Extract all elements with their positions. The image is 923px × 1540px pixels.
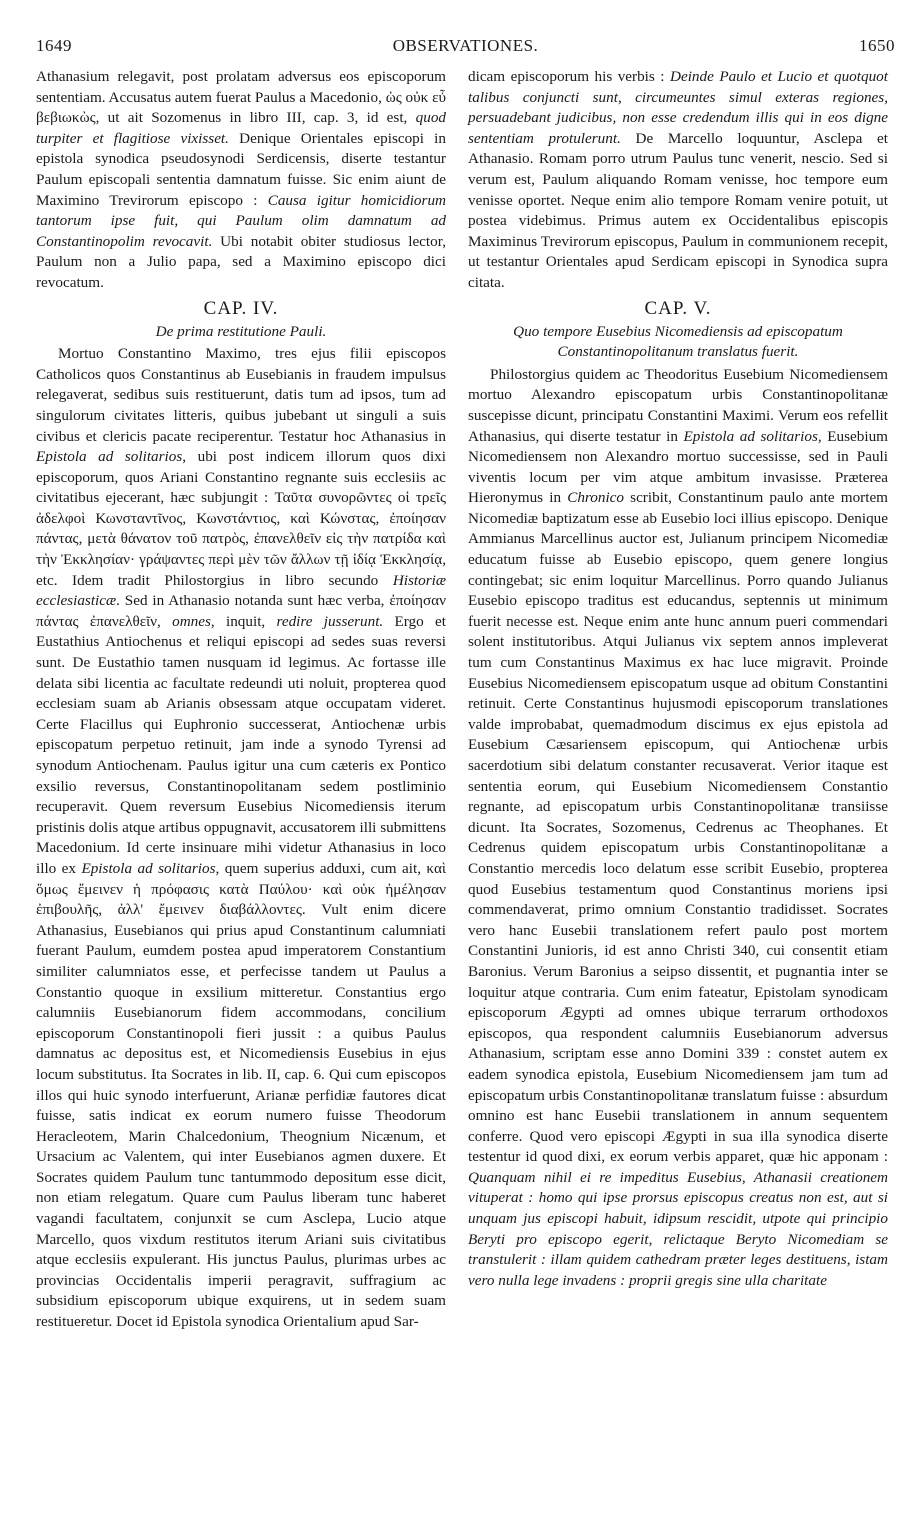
- text-run: . Sed in Athanasio notanda sunt hæc verba, ἐποίησαν πάντας ἐπανελθεῖν,: [36, 592, 446, 630]
- text-run: , inquit,: [210, 612, 277, 630]
- paragraph: [468, 365, 888, 1292]
- text-run: scribit, Constantinum paulo ante mortem Nicomediæ baptizatum esse ab Eusebio loci illius episcopo. Denique Ammianus Marcellinus auctor est, Julianum principem Nicomediæ educatum fuisse ab Eusebio episcopo, quem genere longius contingebat; sic enim loquitur Marcellinus. Porro quando Julianus Eusebio episcopo traditus est educandus, septennis ut minimum fuerit necesse est. Neque enim ante hunc annum pueri commendari solent institutoribus. Atqui Julianus vix septem annos impleverat tum cum Constantinus Maximus ex hac luce migravit. Proinde Eusebius Nicomediensem episcopatum usque ad obitum Constantini retinuit. Certe Constantinus hujusmodi episcoporum translationes valde improbabat, quemadmodum discimus ex ejus epistola ad Eusebium Cæsariensem episcopum, qui Antiochenæ urbis sacerdotium sibi delatum constanter recusaverat. Verior itaque est sententia eorum, qui Eusebium Nicomediensem Constantio regnante, ad episcopatum urbis Constantinopolitanæ transiisse dicunt. Ita Socrates, Sozomenus, Cedrenus ac Theophanes. Et Cedrenus quidem episcopatum urbis Constantinopolitanæ a Constantio mercedis loco delatum esse scribit Eusebio, propterea quod Eusebius testamentum quod Constantinus moriens ipsi commendaverat, primo omnium Constantio tradidisset. Socrates vero hanc Eusebii translationem refert paulo post mortem Constantini Junioris, id est anno Christi 340, cui consentit etiam Baronius. Verum Baronius a seipso dissentit, et pugnantia inter se loquitur atque contraria. Cum enim fateatur, Epistolam synodicam episcoporum Ægypti ad omnes ubique terrarum orthodoxos episcopos, qua respondent calumniis Eusebianorum adversus Athanasium, scriptam esse anno Domini 339 : constet autem ex eadem synodica epistola, Eusebium Nicomediensem jam tum ad episcopatum urbis Constantinopolitanæ translatum fuisse : absurdum omnino est hanc Eusebii translationem in annum sequentem conferre. Quod vero episcopi Ægypti in sua illa synodica diserte testentur id quod dixi, ex eorum verbis apparet, quæ hic apponam :: [468, 489, 888, 1166]
- text-run: Denique Orientales episcopi in epistola synodica pseudosynodi Serdicensis, diserte testantur Paulum episcopali sententia damnatum fuisse. Sic enim aiunt de Maximino Trevirorum episcopo :: [36, 129, 446, 209]
- italic-run: Historiæ ecclesiasticæ: [36, 571, 446, 610]
- italic-run: Deinde Paulo et Lucio et quotquot talibus conjuncti sunt, circumeuntes simul exteras regiones, persuadebant judicibus, non esse credendum illis qui in eos digne sententiam protulerunt.: [468, 68, 888, 147]
- italic-run: Chronico: [567, 489, 625, 507]
- italic-run: Quanquam nihil ei re impeditus Eusebius, Athanasii creationem vituperat : homo qui ipse prorsus episcopus creatus non est, aut si unquam jus episcopi habuit, idipsum rescidit, utpote qui principio Beryti pro episcopo egerit, relictaque Beryto Nicomediam se transtulerit : illam quidem cathedram præter leges destituens, istam vero nulla lege invadens : proprii gregis sine ulla charitate: [468, 1168, 888, 1289]
- running-title: OBSERVATIONES.: [392, 36, 539, 55]
- text-run: Mortuo Constantino Maximo, tres ejus filii episcopos Catholicos quos Constantinus ab Eusebianis in fraudem impulsus relegaverat, sedibus suis restituerunt, datis tum ad ipsos, tum ad singulorum civitates litteris, quibus jubebant ut singuli a suis civibus et clericis pacate reciperentur. Testatur hoc Athanasius in: [36, 345, 446, 445]
- text-run: , quem superius adduxi, cum ait, καὶ ὅμως ἔμεινεν ἡ πρόφασις κατὰ Παύλου· καὶ οὐκ ἠμέλησαν ἐπιβουλῆς, ἀλλ' ἔμεινεν διαβάλλοντες. Vult enim dicere Athanasius, Eusebianos qui prius apud Constantinum calumniati fuerant Paulum, eumdem postea apud imperatorem Constantium similiter calumniatos esse, et perfecisse tandem ut Paulus a Constantio quoque in exsilium mitteretur. Constantius ergo calumniis Eusebianorum fidem accommodans, concilium episcoporum Constantinopoli fieri jussit : a quibus Paulus damnatus ac depositus est, et Nicomediensis Eusebius in ejus locum substitutus. Ita Socrates in lib. II, cap. 6. Qui cum episcopos illos qui huic synodo interfuerunt, Arianæ perfidiæ fautores dicat fuisse, satis indicat ex eorum numero fuisse Theodorum Heracleotem, Marin Chalcedonium, Theognium Nicænum, et Ursacium ac Valentem, qui inter Eusebianos agmen duxere. Et Socrates quidem Paulum tunc tantummodo depositum esse dicit, non etiam relegatum. Quare cum Paulus liberam tunc haberet vagandi facultatem, conjunxit se cum Asclepa, Lucio atque Marcello, quos vixdum restitutos iterum Ariani suis civitatibus atque ecclesiis expulerant. His junctus Paulus, plurimas urbes ac provincias Occidentalis imperii peragravit, suffragium ac subsidium episcoporum ubique exquirens, ut in sedem suam restitueretur. Docet id Epistola synodica Orientalium apud Sar-: [36, 859, 446, 1331]
- text-run: , ubi post indicem illorum quos dixi episcoporum, quos Ariani Constantino regnante suis ecclesiis ac civitatibus ejecerant, hæc subjungit : Ταῦτα συνορῶντες οἱ τρεῖς ἀδελφοὶ Κωνσταντῖνος, Κωνστάντιος, καὶ Κώνστας, ἐποίησαν πάντας, μετὰ θάνατον τοῦ πατρὸς, ἐπανελθεῖν εἰς τὴν πατρίδα καὶ τὴν Ἐκκλησίαν· γράψαντες περὶ μὲν τῶν ἄλλων τῇ ἰδίᾳ Ἐκκλησίᾳ, etc. Idem tradit Philostorgius in libro secundo: [36, 448, 446, 589]
- italic-run: Epistola ad solitarios: [81, 859, 216, 877]
- paragraph: [36, 344, 446, 1333]
- text-run: , Eusebium Nicomediensem non Alexandro mortuo successisse, sed in Pauli viventis locum per vim atque ambitum invasisse. Præterea Hieronymus in: [468, 427, 888, 507]
- paragraph: [468, 67, 888, 294]
- running-header: [36, 36, 895, 58]
- text-run: De Marcello loquuntur, Asclepa et Athanasio. Romam porro utrum Paulus tunc venerit, nescio. Sed si verum est, Paulum aliquando Romam venisse, hoc tempore eum venisse oportet. Neque enim alio tempore Romam venire potuit, ut postea videbimus. Primus autem ex Occidentalibus episcopis Maximinus Trevirorum episcopus, Paulum in communionem recepit, ut testantur Orientales apud Serdicam episcopi in Synodica supra citata.: [468, 129, 888, 291]
- italic-run: redire jusserunt.: [276, 612, 384, 630]
- chapter-heading: CAP. V.: [644, 297, 712, 319]
- page-number-right: 1650: [859, 36, 895, 55]
- italic-run: Epistola ad solitarios: [683, 427, 818, 445]
- italic-run: quod turpiter et flagitiose vixisset.: [36, 109, 446, 147]
- text-run: Philostorgius quidem ac Theodoritus Eusebium Nicomediensem mortuo Alexandro episcopatum urbis Constantinopolitanæ suscepisse dicunt, principatu Constantini Maximi. Verum eos refellit Athanasius, qui diserte testatur in: [468, 365, 888, 445]
- italic-run: omnes: [172, 612, 211, 630]
- chapter-heading: CAP. IV.: [203, 297, 279, 319]
- left-column: [36, 67, 446, 1333]
- page-number-left: 1649: [36, 36, 72, 55]
- text-run: Athanasium relegavit, post prolatam adversus eos episcoporum sententiam. Accusatus autem fuerat Paulus a Macedonio, ὡς οὐκ εὖ βεβιωκὼς, ut ait Sozomenus in libro III, cap. 3, id est,: [36, 68, 446, 127]
- italic-run: Epistola ad solitarios: [36, 448, 183, 466]
- chapter-title: Quo tempore Eusebius Nicomediensis ad episcopatum Constantinopolitanum translatus fuerit.: [513, 322, 843, 361]
- text-run: Ubi notabit obiter studiosus lector, Paulum non a Julio papa, sed a Maximino episcopo dici revocatum.: [36, 232, 446, 291]
- italic-run: Causa igitur homicidiorum tantorum ipse fuit, qui Paulum olim damnatum ad Constantinopolim revocavit.: [36, 191, 447, 250]
- text-run: dicam episcoporum his verbis :: [468, 68, 670, 85]
- right-column: [468, 67, 888, 1291]
- chapter-title: De prima restitutione Pauli.: [155, 322, 327, 340]
- text-run: Ergo et Eustathius Antiochenus et reliqui episcopi ad sedes suas reversi sunt. De Eustathio tamen nusquam id legimus. Ac fortasse ille delata sibi licentia ac facultate redeundi uti noluit, propterea quod ecclesiam suam ab Arianis obsessam atque occupatam videret. Certe Flacillus qui Euphronio successerat, Antiochenæ urbis episcopatum perpetuo retinuit, jam inde a synodo Tyrensi ad synodum Antiochenam. Paulus igitur una cum cæteris ex Pontico exsilio reversus, Constantinopolitanam sedem postliminio recuperavit. Quem reversum Eusebius Nicomediensis iterum pristinis dolis atque artibus oppugnavit, accusatorem illi submittens Macedonium. Id certe insinuare mihi videtur Athanasius in loco illo ex: [36, 612, 447, 877]
- paragraph: [36, 67, 446, 294]
